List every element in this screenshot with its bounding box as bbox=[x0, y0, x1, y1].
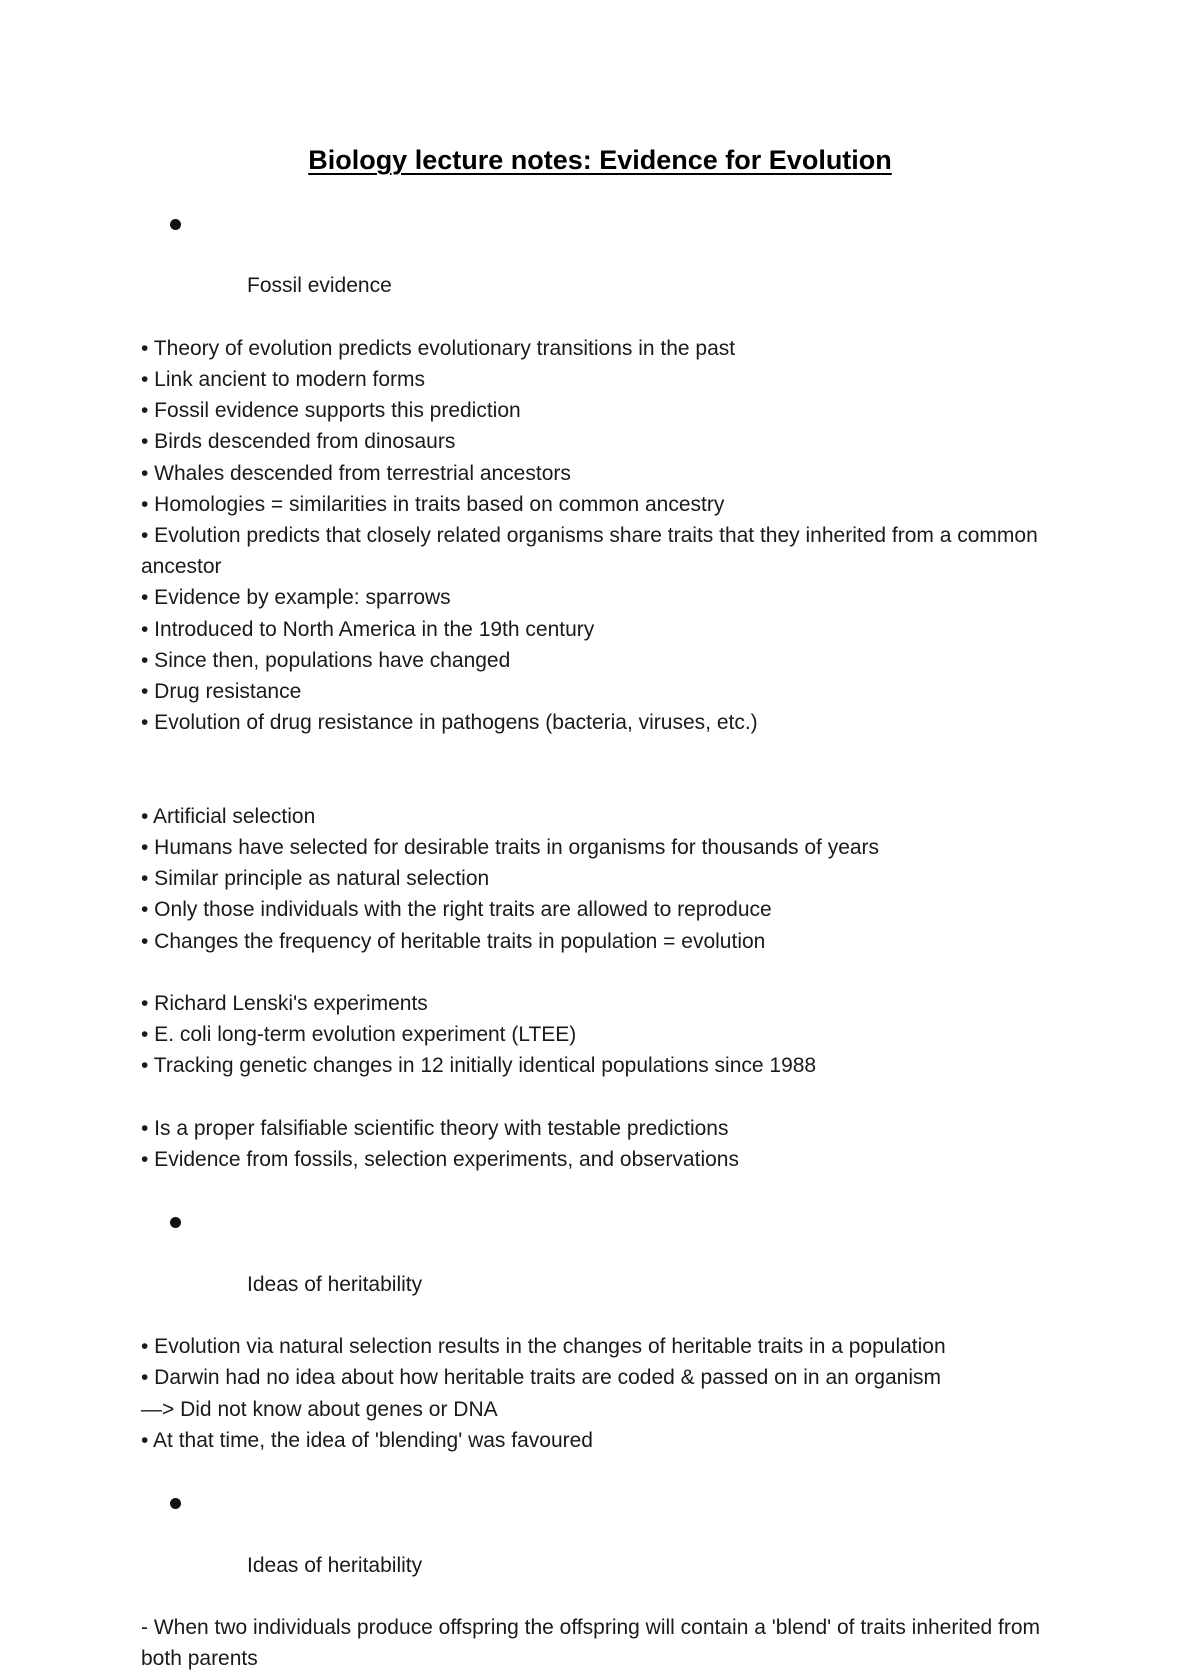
note-line: • Changes the frequency of heritable traits in population = evolution bbox=[141, 929, 766, 953]
note-line: • Introduced to North America in the 19th century bbox=[141, 617, 595, 641]
note-line: • Homologies = similarities in traits based on common ancestry bbox=[141, 492, 725, 516]
note-line: • At that time, the idea of 'blending' was favoured bbox=[141, 1428, 593, 1452]
note-line: • Evolution of drug resistance in pathogens (bacteria, viruses, etc.) bbox=[141, 711, 758, 735]
note-line: • Evolution predicts that closely related organisms share traits that they inherited from a common ancestor bbox=[141, 524, 1044, 579]
note-line: —> Did not know about genes or DNA bbox=[141, 1397, 498, 1421]
note-line: • Birds descended from dinosaurs bbox=[141, 430, 456, 454]
note-line: • Theory of evolution predicts evolutionary transitions in the past bbox=[141, 336, 736, 360]
bullet-icon bbox=[170, 219, 181, 230]
paragraph-gap bbox=[141, 1175, 1061, 1206]
heading-label: Ideas of heritability bbox=[247, 1272, 423, 1296]
section-heading-ideas-of-heritability-2 bbox=[141, 1487, 1061, 1612]
paragraph-gap bbox=[141, 738, 1061, 800]
paragraph-gap bbox=[141, 957, 1061, 988]
note-line: • Darwin had no idea about how heritable traits are coded & passed on in an organism bbox=[141, 1366, 942, 1390]
heading-label: Ideas of heritability bbox=[247, 1553, 423, 1577]
note-line: • Similar principle as natural selection bbox=[141, 867, 490, 891]
note-line: • Whales descended from terrestrial ancestors bbox=[141, 461, 571, 485]
paragraph-gap bbox=[141, 1082, 1061, 1113]
note-line: • Humans have selected for desirable traits in organisms for thousands of years bbox=[141, 836, 880, 860]
heading-label: Fossil evidence bbox=[247, 274, 392, 298]
note-line: • Evidence from fossils, selection experiments, and observations bbox=[141, 1148, 739, 1172]
note-line: • Fossil evidence supports this prediction bbox=[141, 399, 521, 423]
note-line: • Since then, populations have changed bbox=[141, 648, 511, 672]
notes-body bbox=[141, 208, 1061, 1674]
note-line: • Evidence by example: sparrows bbox=[141, 586, 451, 610]
bullet-icon bbox=[170, 1498, 181, 1509]
note-line: - When two individuals produce offspring the offspring will contain a 'blend' of traits inherited from both parents bbox=[141, 1616, 1046, 1671]
note-line: • Link ancient to modern forms bbox=[141, 368, 425, 392]
note-line: • Tracking genetic changes in 12 initially identical populations since 1988 bbox=[141, 1054, 817, 1078]
note-line: • E. coli long-term evolution experiment (LTEE) bbox=[141, 1023, 577, 1047]
note-line: • Artificial selection bbox=[141, 804, 316, 828]
section-heading-ideas-of-heritability bbox=[141, 1206, 1061, 1331]
document-title: Biology lecture notes: Evidence for Evolution bbox=[308, 145, 892, 175]
note-line: • Evolution via natural selection results in the changes of heritable traits in a population bbox=[141, 1335, 946, 1359]
note-line: • Richard Lenski's experiments bbox=[141, 992, 428, 1016]
note-line: • Drug resistance bbox=[141, 680, 302, 704]
bullet-icon bbox=[170, 1217, 181, 1228]
note-line: • Only those individuals with the right traits are allowed to reproduce bbox=[141, 898, 772, 922]
note-line: • Is a proper falsifiable scientific theory with testable predictions bbox=[141, 1116, 729, 1140]
paragraph-gap bbox=[141, 1456, 1061, 1487]
section-heading-fossil-evidence bbox=[141, 208, 1061, 333]
